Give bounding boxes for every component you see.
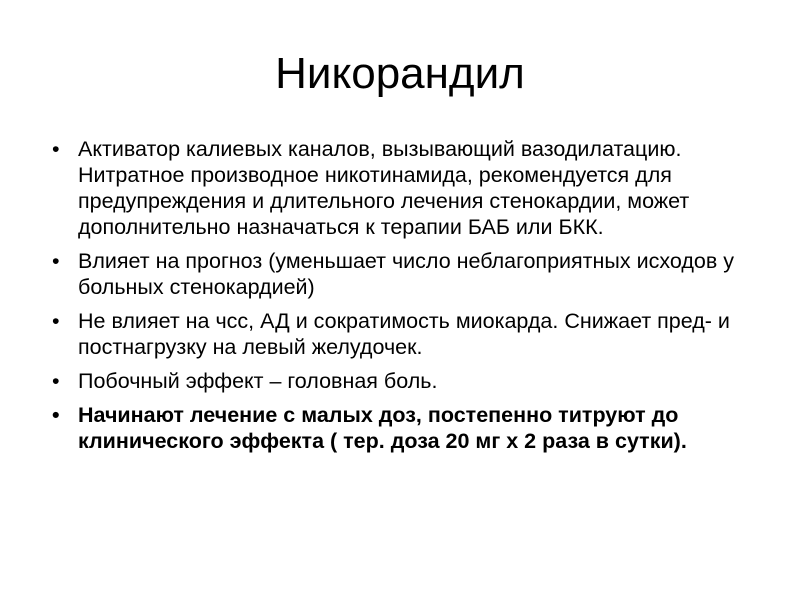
list-item-text: Влияет на прогноз (уменьшает число неблагоприятных исходов у больных стенокардией) <box>78 249 734 299</box>
list-item <box>52 308 752 360</box>
bullet-icon: • <box>52 369 60 393</box>
bullet-icon: • <box>52 403 60 427</box>
slide-title: Никорандил <box>275 49 525 98</box>
list-item <box>52 402 752 454</box>
list-item-text: Побочный эффект – головная боль. <box>78 369 438 393</box>
list-item-text: Активатор калиевых каналов, вызывающий вазодилатацию. Нитратное производное никотинамида, рекомендуется для предупреждения и длительного лечения стенокардии, может дополнительно назначаться к терапии БАБ или БКК. <box>78 137 690 239</box>
list-item-text: Начинают лечение с малых доз, постепенно титруют до клинического эффекта ( тер. доза 20 мг х 2 раза в сутки). <box>78 403 687 453</box>
list-item <box>52 368 752 394</box>
bullet-list <box>52 136 752 462</box>
list-item <box>52 136 752 240</box>
bullet-icon: • <box>52 309 60 333</box>
list-item-text: Не влияет на чсс, АД и сократимость миокарда. Снижает пред- и постнагрузку на левый желудочек. <box>78 309 730 359</box>
bullet-icon: • <box>52 137 60 161</box>
bullet-icon: • <box>52 249 60 273</box>
list-item <box>52 248 752 300</box>
